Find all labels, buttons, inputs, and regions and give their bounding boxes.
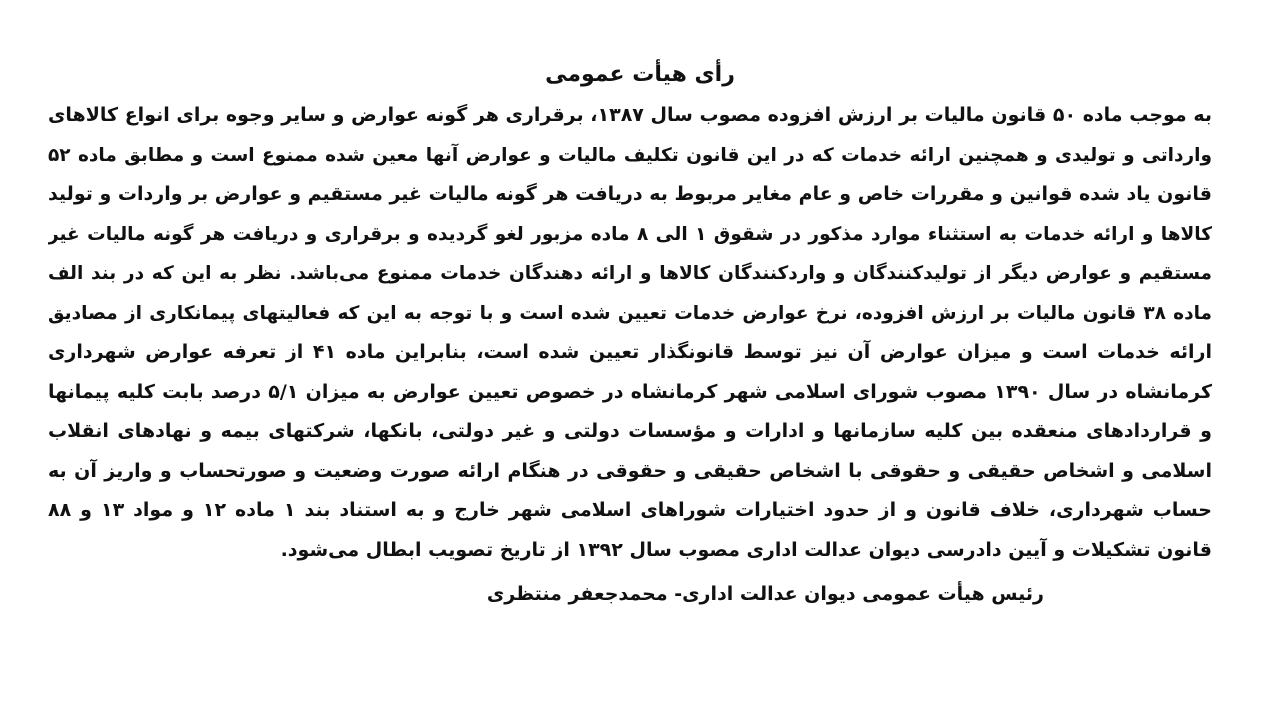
text-line: به موجب ماده ۵۰ قانون مالیات بر ارزش افزوده مصوب سال ۱۳۸۷، برقراری هر گونه عوارض و سایر وجوه برای انواع کالاهای <box>48 104 1212 126</box>
signature-line: رئیس هیأت عمومی دیوان عدالت اداری- محمدجعفر منتظری <box>486 583 1044 605</box>
text-line: کرمانشاه در سال ۱۳۹۰ مصوب شورای اسلامی شهر کرمانشاه در خصوص تعیین عوارض به میزان ۵/۱ درصد بابت کلیه پیمانها <box>48 380 1212 403</box>
text-line: وارداتی و تولیدی و همچنین ارائه خدمات که در این قانون تکلیف مالیات و عوارض آنها معین شده ممنوع است و مطابق ماده ۵۲ <box>48 144 1212 166</box>
text-line: ماده ۳۸ قانون مالیات بر ارزش افزوده، نرخ عوارض خدمات تعیین شده است و با توجه به این که فعالیتهای پیمانکاری از مصادیق <box>48 302 1212 324</box>
text-line: اسلامی و اشخاص حقیقی و حقوقی با اشخاص حقیقی و حقوقی در هنگام ارائه صورت وضعیت و صورتحساب و واریز آن به <box>48 459 1212 482</box>
text-line: قانون یاد شده قوانین و مقررات خاص و عام مغایر مربوط به دریافت هر گونه مالیات غیر مستقیم و عوارض بر واردات و تولید <box>48 183 1212 205</box>
text-line: کالاها و ارائه خدمات به استثناء موارد مذکور در شقوق ۱ الی ۸ ماده مزبور لغو گردیده و برقراری و دریافت هر گونه مالیات غیر <box>48 223 1212 245</box>
text-line: حساب شهرداری، خلاف قانون و از حدود اختیارات شوراهای اسلامی شهر خارج و به استناد بند ۱ ماده ۱۲ و مواد ۱۳ و ۸۸ <box>48 499 1212 521</box>
text-line: ارائه خدمات است و میزان عوارض آن نیز توسط قانونگذار تعیین شده است، بنابراین ماده ۴۱ از تعرفه عوارض شهرداری <box>48 341 1212 363</box>
text-line: قانون تشکیلات و آیین دادرسی دیوان عدالت اداری مصوب سال ۱۳۹۲ از تاریخ تصویب ابطال می‌شود. <box>280 538 1212 561</box>
document-title: رأی هیأت عمومی <box>545 62 735 87</box>
text-line: مستقیم و عوارض دیگر از تولیدکنندگان و واردکنندگان کالاها و ارائه دهندگان خدمات ممنوع می‌باشد. نظر به این که در بند الف <box>48 263 1212 284</box>
ruling-text <box>48 96 1212 570</box>
text-line: و قراردادهای منعقده بین کلیه سازمانها و ادارات و مؤسسات دولتی و غیر دولتی، بانکها، شرکتهای بیمه و نهادهای انقلاب <box>48 420 1212 442</box>
